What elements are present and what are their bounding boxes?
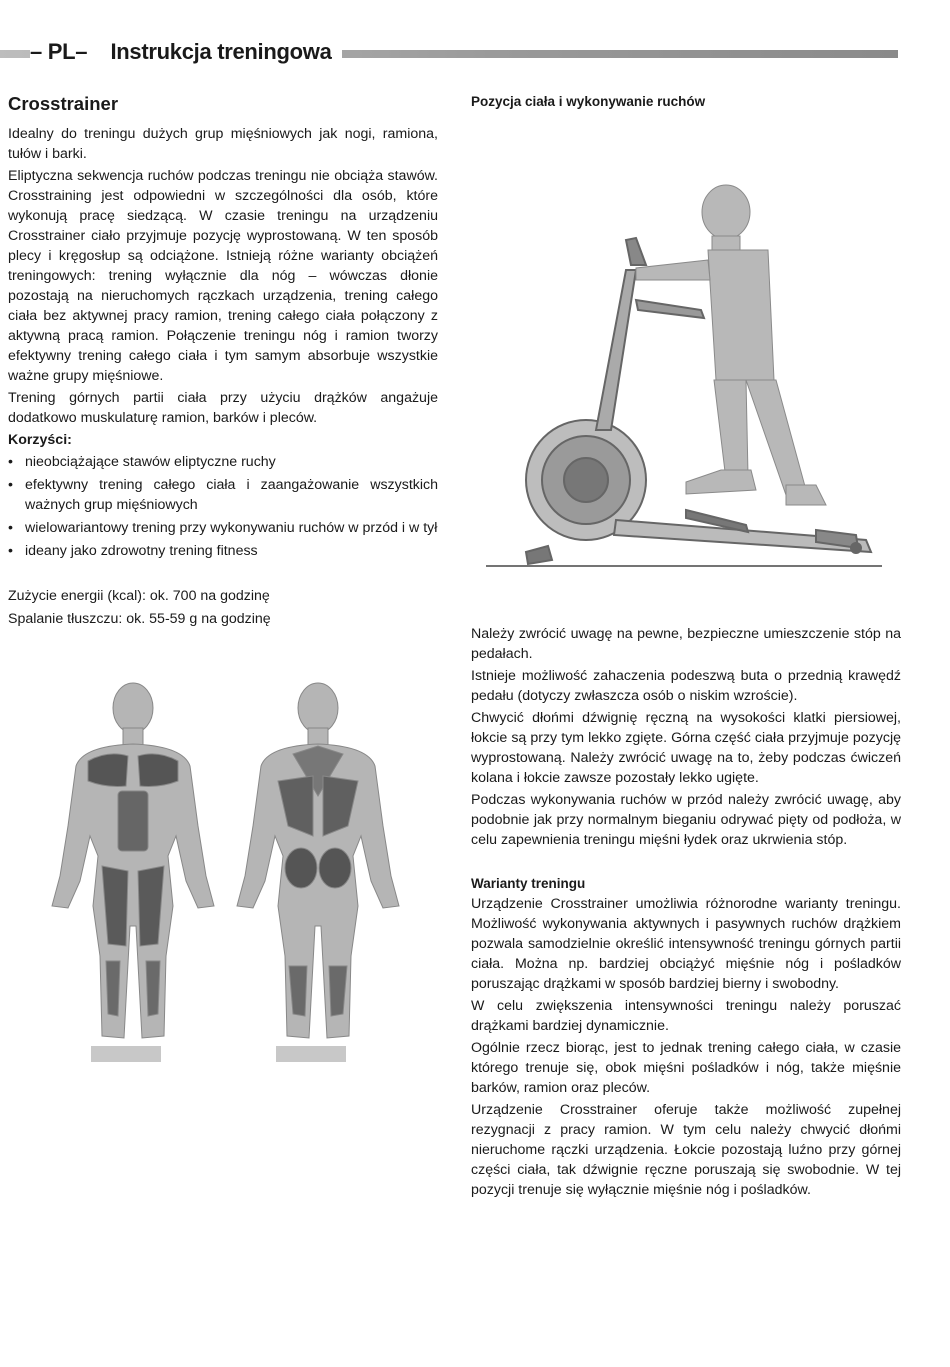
- paragraph: Istnieje możliwość zahaczenia podeszwą buta o przednią krawędź pedału (dotyczy zwłaszcza osób o niskim wzroście).: [471, 668, 901, 704]
- list-item: • efektywny trening całego ciała i zaangażowanie wszystkich ważnych grup mięśniowych: [8, 475, 438, 515]
- fat-burning-text: Spalanie tłuszczu: ok. 55-59 g na godzinę: [8, 611, 271, 627]
- paragraph: Urządzenie Crosstrainer oferuje także możliwość zupełnej rezygnacji z pracy ramion. W tym celu należy chwycić dłońmi nieruchome rączki urządzenia. Łokcie pozostają luźno przy górnej części ciała, tak dźwignie ręczne poruszają się swobodnie. W tej pozycji trenuje się wyłącznie mięśnie nóg i pośladków.: [471, 1102, 901, 1198]
- paragraph: Eliptyczna sekwencja ruchów podczas treningu nie obciąża stawów. Crosstraining jest odpowiedni w szczególności dla osób, które wykonują pracę siedzącą. W czasie treningu na urządzeniu Crosstrainer ciało przyjmuje pozycję wyprostowaną. W ten sposób plecy i kręgosłup są odciążone. Istnieją różne warianty obciążeń treningowych: trening wyłącznie dla nóg – wówczas dłonie pozostają na nieruchomych rączkach urządzenia, trening całego ciała bez aktywnej pracy ramion, trening całego ciała połączony z aktywną pracą ramion. Połączenie treningu nóg i ramion tworzy efektywny trening całego ciała i tym samym absorbuje wszystkie ważne grupy mięśniowe.: [8, 168, 438, 384]
- anatomy-front: [52, 683, 214, 1062]
- benefits-list: [8, 452, 438, 561]
- paragraph: Ogólnie rzecz biorąc, jest to jednak trening całego ciała, w czasie którego trenuje się, obok mięśni pośladków i nóg, także mięśnie barków, ramion oraz pleców.: [471, 1040, 901, 1096]
- page-title: – PL– Instrukcja treningowa: [30, 38, 342, 66]
- right-column: [471, 92, 901, 112]
- section-heading-crosstrainer: Crosstrainer: [8, 93, 119, 114]
- paragraph: Idealny do treningu dużych grup mięśniowych jak nogi, ramiona, tułów i barki.: [8, 126, 438, 162]
- paragraph: W celu zwiększenia intensywności treningu należy poruszać drążkami bardziej dynamicznie.: [471, 998, 901, 1034]
- paragraph: Podczas wykonywania ruchów w przód należy zwrócić uwagę, aby podobnie jak przy normalnym bieganiu odrywać pięty od podłoża, w celu zapewnienia treningu mięśni łydek oraz ukrwienia stóp.: [471, 792, 901, 848]
- paragraph: Należy zwrócić uwagę na pewne, bezpieczne umieszczenie stóp na pedałach.: [471, 626, 901, 662]
- paragraph: Urządzenie Crosstrainer umożliwia różnorodne warianty treningu. Możliwość wykonywania aktywnych i pasywnych ruchów drążkiem pozwala samodzielnie określić intensywność treningu górnych partii ciała. Można np. bardziej obciążyć mięśnie nóg i pośladków poruszając drążkami w sposób bardziej bierny i swobodny.: [471, 896, 901, 992]
- list-item: • ideany jako zdrowotny trening fitness: [8, 541, 438, 561]
- list-item: • nieobciążające stawów eliptyczne ruchy: [8, 452, 438, 472]
- anatomy-back: [237, 683, 399, 1062]
- page-header: [0, 38, 950, 68]
- posture-text-block: [471, 624, 901, 1202]
- paragraph: Chwycić dłońmi dźwignię ręczną na wysokości klatki piersiowej, łokcie są przy tym lekko zgięte. Górna część ciała przyjmuje pozycję wyprostowaną. Należy zwrócić uwagę na to, żeby podczas ćwiczeń kolana i łokcie zawsze pozostały lekko ugięte.: [471, 710, 901, 786]
- paragraph: Trening górnych partii ciała przy użyciu drążków angażuje dodatkowo muskulaturę ramion, barków i pleców.: [8, 390, 438, 426]
- benefits-title: Korzyści:: [8, 432, 72, 448]
- left-column: [8, 92, 438, 631]
- list-item: • wielowariantowy trening przy wykonywaniu ruchów w przód i w tył: [8, 518, 438, 538]
- crosstrainer-illustration: [486, 180, 886, 575]
- variants-title: Warianty treningu: [471, 876, 586, 891]
- user-figure: [636, 185, 826, 505]
- crosstrainer-machine: [526, 238, 871, 564]
- muscle-anatomy-figure: [48, 676, 424, 1066]
- posture-title: Pozycja ciała i wykonywanie ruchów: [471, 94, 706, 109]
- energy-text: Zużycie energii (kcal): ok. 700 na godzinę: [8, 588, 270, 604]
